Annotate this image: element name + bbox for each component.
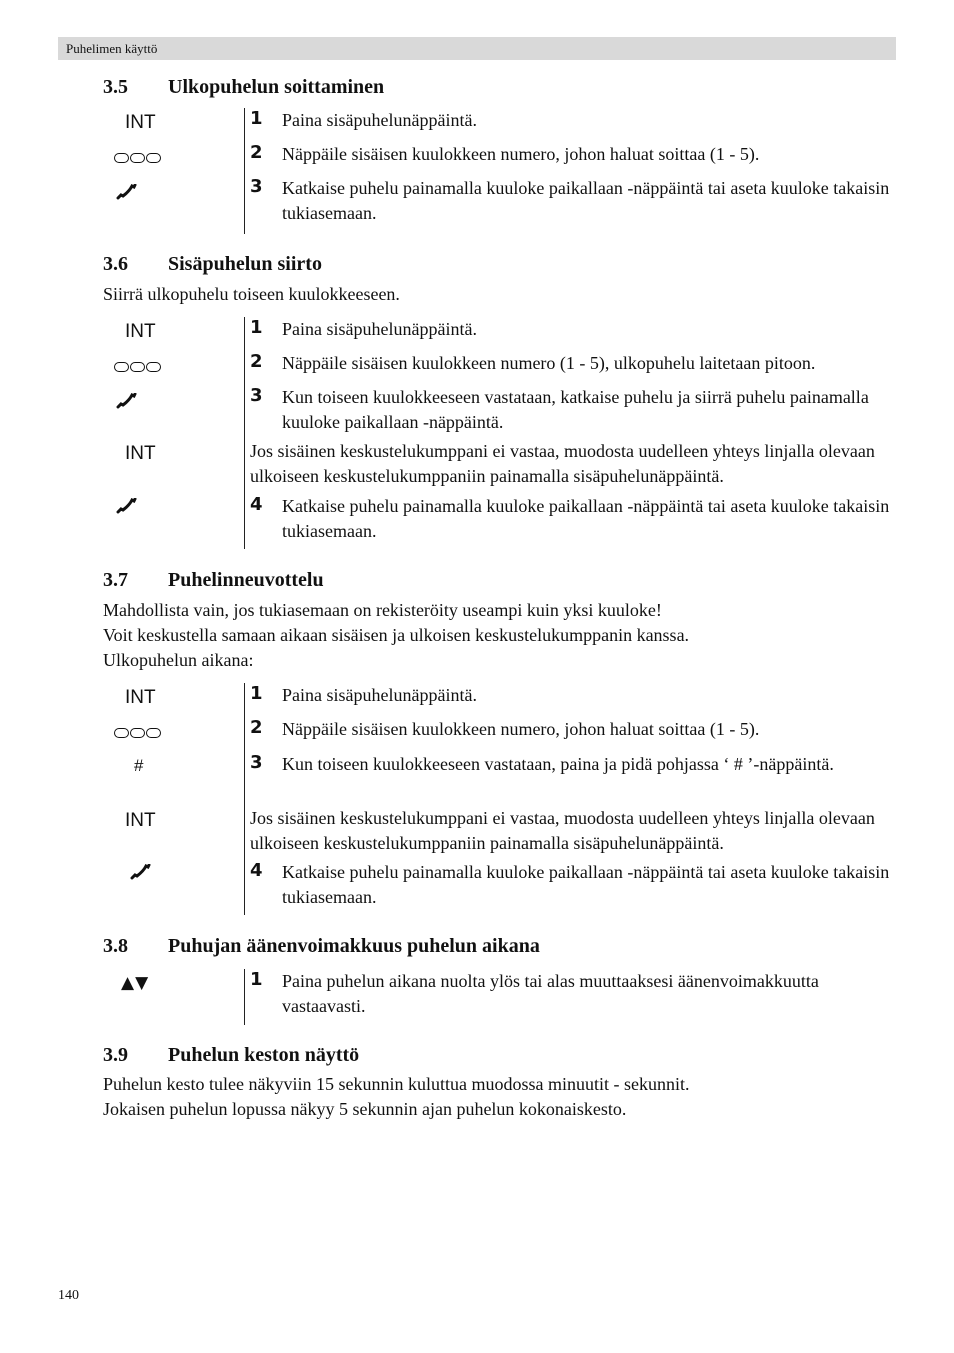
int-key-icon: INT bbox=[125, 443, 156, 464]
section-number: 3.9 bbox=[103, 1043, 128, 1066]
step-number: 2 bbox=[250, 142, 263, 163]
step-text: Paina sisäpuhelunäppäintä. bbox=[282, 110, 477, 130]
step-number: 1 bbox=[250, 108, 263, 129]
section-title: Puhelun keston näyttö bbox=[168, 1043, 360, 1066]
section-title: Puhujan äänenvoimakkuus puhelun aikana bbox=[168, 934, 540, 957]
step-text: Paina sisäpuhelunäppäintä. bbox=[282, 319, 477, 339]
step-number: 3 bbox=[250, 385, 263, 406]
section-number: 3.6 bbox=[103, 252, 128, 275]
section-heading bbox=[103, 251, 896, 277]
step-text: Katkaise puhelu painamalla kuuloke paikallaan -näppäintä tai aseta kuuloke takaisin tukiasemaan. bbox=[282, 178, 890, 223]
step-number: 4 bbox=[250, 860, 263, 881]
step-number: 3 bbox=[250, 752, 263, 773]
int-key-icon: INT bbox=[125, 687, 156, 708]
note-text: Jos sisäinen keskustelukumppani ei vastaa, muodosta uudelleen yhteys linjalla olevaan ulkoiseen keskustelukumppaniin painamalla sisäpuhelunäppäintä. bbox=[250, 441, 875, 486]
intro-line: Jokaisen puhelun lopussa näkyy 5 sekunnin ajan puhelun kokonaiskesto. bbox=[103, 1099, 627, 1119]
divider-line bbox=[244, 683, 245, 915]
section-intro bbox=[103, 598, 896, 673]
note-text: Jos sisäinen keskustelukumppani ei vastaa, muodosta uudelleen yhteys linjalla olevaan ulkoiseen keskustelukumppaniin painamalla sisäpuhelunäppäintä. bbox=[250, 808, 875, 853]
handset-icon bbox=[115, 498, 137, 519]
section-3-6 bbox=[103, 251, 896, 541]
step-text: Näppäile sisäisen kuulokkeen numero, johon haluat soittaa (1 - 5). bbox=[282, 719, 760, 739]
handset-icon bbox=[129, 864, 151, 885]
section-heading bbox=[103, 74, 896, 100]
step-text: Katkaise puhelu painamalla kuuloke paikallaan -näppäintä tai aseta kuuloke takaisin tukiasemaan. bbox=[282, 862, 890, 907]
step-number: 1 bbox=[250, 969, 263, 990]
section-title: Puhelinneuvottelu bbox=[168, 568, 324, 591]
section-number: 3.8 bbox=[103, 934, 128, 957]
step-number: 1 bbox=[250, 317, 263, 338]
step-number: 1 bbox=[250, 683, 263, 704]
intro-line: Ulkopuhelun aikana: bbox=[103, 650, 254, 670]
step-text: Paina puhelun aikana nuolta ylös tai alas muuttaaksesi äänenvoimakkuutta vastaavasti. bbox=[282, 971, 819, 1016]
step-text: Näppäile sisäisen kuulokkeen numero, johon haluat soittaa (1 - 5). bbox=[282, 144, 760, 164]
step-text: Paina sisäpuhelunäppäintä. bbox=[282, 685, 477, 705]
int-key-icon: INT bbox=[125, 321, 156, 342]
int-key-icon: INT bbox=[125, 112, 156, 133]
handset-icon bbox=[115, 184, 137, 205]
section-3-9 bbox=[103, 1042, 896, 1122]
section-number: 3.5 bbox=[103, 75, 128, 98]
step-number: 3 bbox=[250, 176, 263, 197]
hash-key-icon: # bbox=[134, 756, 144, 775]
section-3-7 bbox=[103, 567, 896, 907]
step-number: 2 bbox=[250, 351, 263, 372]
section-heading bbox=[103, 933, 896, 959]
keypad-icon bbox=[114, 362, 161, 372]
step-text: Kun toiseen kuulokkeeseen vastataan, paina ja pidä pohjassa ‘ # ’-näppäintä. bbox=[282, 754, 834, 774]
section-title: Ulkopuhelun soittaminen bbox=[168, 75, 385, 98]
step-text: Näppäile sisäisen kuulokkeen numero (1 - 5), ulkopuhelu laitetaan pitoon. bbox=[282, 353, 816, 373]
section-title: Sisäpuhelun siirto bbox=[168, 252, 322, 275]
step-text: Katkaise puhelu painamalla kuuloke paikallaan -näppäintä tai aseta kuuloke takaisin tukiasemaan. bbox=[282, 496, 890, 541]
step-number: 2 bbox=[250, 717, 263, 738]
intro-line: Puhelun kesto tulee näkyviin 15 sekunnin kuluttua muodossa minuutit - sekunnit. bbox=[103, 1074, 690, 1094]
keypad-icon bbox=[114, 728, 161, 738]
int-key-icon: INT bbox=[125, 810, 156, 831]
section-heading bbox=[103, 567, 896, 593]
intro-line: Mahdollista vain, jos tukiasemaan on rekisteröity useampi kuin yksi kuuloke! bbox=[103, 600, 662, 620]
section-3-5 bbox=[103, 74, 896, 223]
page-number: 140 bbox=[58, 1288, 79, 1303]
section-heading bbox=[103, 1042, 896, 1068]
step-text: Kun toiseen kuulokkeeseen vastataan, katkaise puhelu ja siirrä puhelu painamalla kuuloke paikallaan -näppäintä. bbox=[282, 387, 869, 432]
handset-icon bbox=[115, 393, 137, 414]
section-intro bbox=[103, 1072, 896, 1122]
intro-line: Voit keskustella samaan aikaan sisäisen ja ulkoisen keskustelukumppanin kanssa. bbox=[103, 625, 690, 645]
keypad-icon bbox=[114, 153, 161, 163]
divider-line bbox=[244, 317, 245, 549]
header-title: Puhelimen käyttö bbox=[66, 41, 158, 56]
page-header bbox=[58, 37, 896, 60]
step-number: 4 bbox=[250, 494, 263, 515]
section-intro: Siirrä ulkopuhelu toiseen kuulokkeeseen. bbox=[103, 284, 400, 304]
section-3-8 bbox=[103, 933, 896, 1016]
volume-arrows-icon: ▲▼ bbox=[121, 973, 150, 993]
divider-line bbox=[244, 108, 245, 234]
section-number: 3.7 bbox=[103, 568, 128, 591]
divider-line bbox=[244, 969, 245, 1025]
